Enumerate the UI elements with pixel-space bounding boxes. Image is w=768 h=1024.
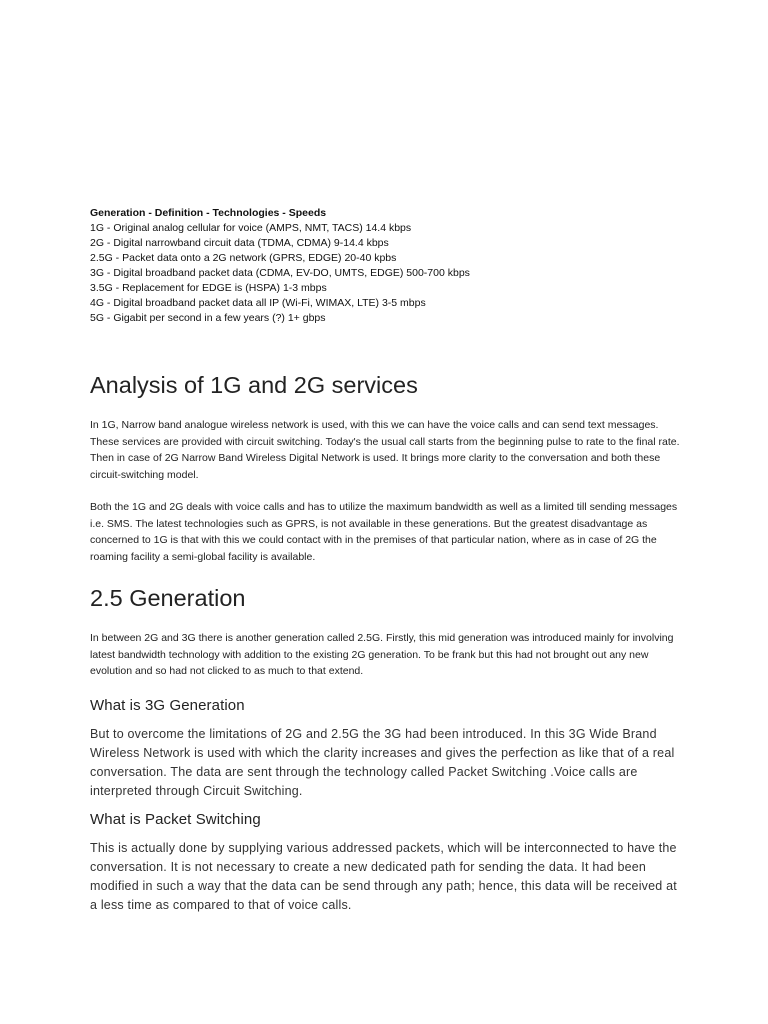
document-page bbox=[90, 206, 680, 915]
table-row: 2.5G - Packet data onto a 2G network (GPRS, EDGE) 20-40 kpbs bbox=[90, 252, 397, 264]
analysis-paragraph-2: Both the 1G and 2G deals with voice calls and has to utilize the maximum bandwidth as well as a limited till sending messages i.e. SMS. The latest technologies such as GPRS, is not available in these generations. But the greatest disadvantage as concerned to 1G is that with this we could contact with in the premises of that particular nation, where as in case of 2G the roaming facility a semi-global facility is available. bbox=[90, 501, 678, 563]
gen3-heading: What is 3G Generation bbox=[90, 696, 245, 714]
gen3-paragraph: But to overcome the limitations of 2G and 2.5G the 3G had been introduced. In this 3G Wide Brand Wireless Network is used with which the clarity increases and gives the perfection as like that of a real conversation. The data are sent through the technology called Packet Switching .Voice calls are interpreted through Circuit Switching. bbox=[90, 726, 675, 798]
table-row: 1G - Original analog cellular for voice (AMPS, NMT, TACS) 14.4 kbps bbox=[90, 222, 412, 234]
table-row: 3G - Digital broadband packet data (CDMA, EV-DO, UMTS, EDGE) 500-700 kbps bbox=[90, 267, 470, 279]
packet-heading: What is Packet Switching bbox=[90, 810, 261, 828]
analysis-heading: Analysis of 1G and 2G services bbox=[90, 372, 418, 398]
table-header: Generation - Definition - Technologies - Speeds bbox=[90, 207, 327, 219]
table-row: 5G - Gigabit per second in a few years (?) 1+ gbps bbox=[90, 312, 326, 324]
table-row: 4G - Digital broadband packet data all IP (Wi-Fi, WIMAX, LTE) 3-5 mbps bbox=[90, 297, 426, 309]
gen25-heading: 2.5 Generation bbox=[90, 585, 246, 611]
gen25-paragraph: In between 2G and 3G there is another generation called 2.5G. Firstly, this mid generation was introduced mainly for involving latest bandwidth technology with addition to the existing 2G generation. To be frank but this had not brought out any new evolution and so had not clicked to as much to that extend. bbox=[90, 632, 674, 677]
table-row: 2G - Digital narrowband circuit data (TDMA, CDMA) 9-14.4 kbps bbox=[90, 237, 389, 249]
analysis-paragraph-1: In 1G, Narrow band analogue wireless network is used, with this we can have the voice calls and can send text messages. These services are provided with circuit switching. Today's the usual call starts from the beginning pulse to rate to the final rate. Then in case of 2G Narrow Band Wireless Digital Network is used. It brings more clarity to the conversation and both these circuit-switching model. bbox=[90, 419, 680, 481]
generation-table bbox=[90, 206, 680, 326]
packet-paragraph: This is actually done by supplying various addressed packets, which will be interconnected to have the conversation. It is not necessary to create a new dedicated path for sending the data. It had been modified in such a way that the data can be send through any path; hence, this data will be received at a less time as compared to that of voice calls. bbox=[90, 840, 677, 912]
table-row: 3.5G - Replacement for EDGE is (HSPA) 1-3 mbps bbox=[90, 282, 327, 294]
